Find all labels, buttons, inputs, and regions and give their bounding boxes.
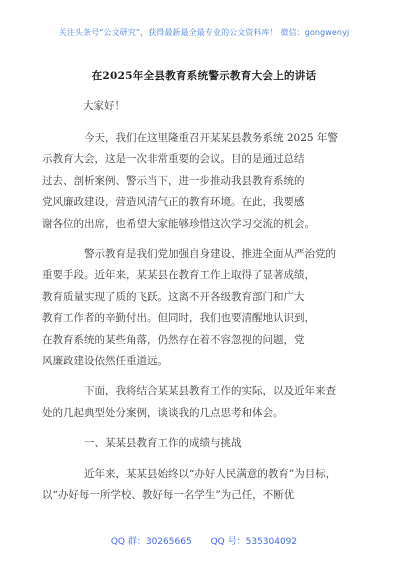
text-line: 警示教育是我们党加强自身建设、推进全面从严治党的 — [84, 248, 336, 261]
text-line: 党风廉政建设，营造风清气正的教育环境。在此，我要感 — [42, 196, 305, 209]
contact-footer — [0, 534, 408, 547]
text-line: 处的几起典型处分案例，谈谈我的几点思考和体会。 — [42, 406, 284, 419]
salutation: 大家好！ — [83, 100, 125, 112]
text-line: 下面，我将结合某某县教育工作的实际，以及近年来查 — [84, 385, 336, 398]
section-heading: 一、某某县教育工作的成绩与挑战 — [84, 437, 242, 450]
text-line: 近年来，某某县始终以“办好人民满意的教育”为目标， — [84, 467, 337, 480]
text-line: 风廉政建设依然任重道远。 — [42, 355, 168, 368]
text-line: 重要手段。近年来，某某县在教育工作上取得了显著成绩， — [42, 269, 315, 282]
promo-banner: 关注头条号“公文研究”，获得最新最全最专业的公文资料库！ 微信：gongwenyj — [58, 28, 350, 37]
paragraph — [42, 464, 353, 507]
text-line: 教育工作者的辛勤付出。但同时，我们也要清醒地认识到， — [42, 312, 315, 325]
paragraph — [42, 244, 353, 372]
text-line: 以“办好每一所学校、教好每一名学生”为己任，不断优 — [42, 489, 295, 502]
text-line: 示教育大会，这是一次非常重要的会议。目的是通过总结 — [42, 153, 305, 166]
text-line: 谢各位的出席，也希望大家能够珍惜这次学习交流的机会。 — [42, 217, 315, 230]
paragraph — [42, 381, 353, 424]
qq-number: QQ 号：535304092 — [210, 537, 298, 547]
text-line: 过去、剖析案例、警示当下，进一步推动我县教育系统的 — [42, 174, 305, 187]
paragraph — [42, 128, 353, 235]
document-body — [42, 128, 353, 516]
text-line: 教育质量实现了质的飞跃。这离不开各级教育部门和广大 — [42, 290, 305, 303]
document-title: 在2025年全县教育系统警示教育大会上的讲话 — [91, 70, 317, 82]
qq-group-number: QQ 群：30265665 — [110, 537, 192, 547]
text-line: 在教育系统的某些角落，仍然存在着不容忽视的问题，党 — [42, 333, 305, 346]
text-line: 今天，我们在这里隆重召开某某县教务系统 2025 年警 — [84, 132, 338, 144]
